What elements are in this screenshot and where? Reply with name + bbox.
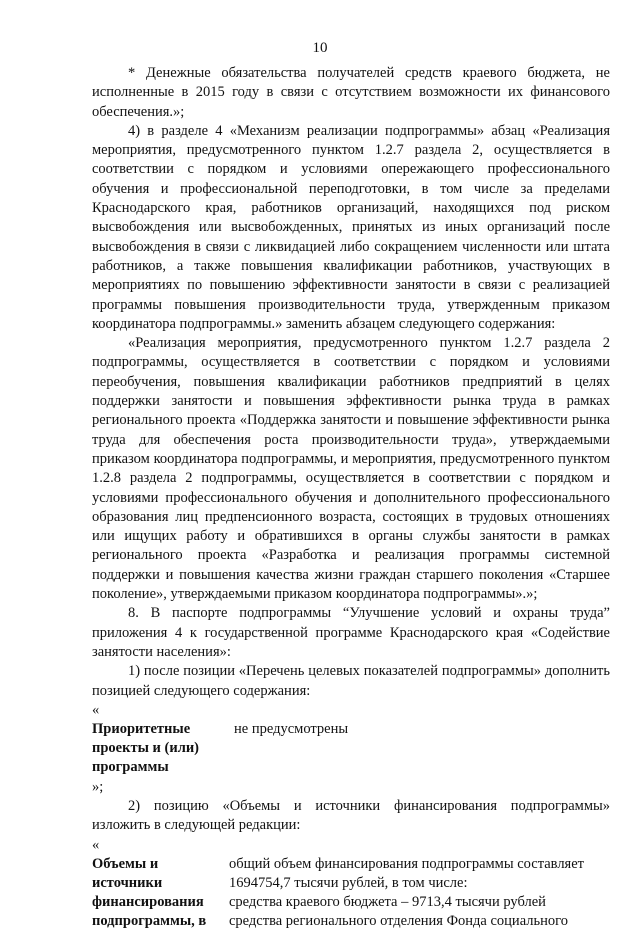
opening-quote: « xyxy=(92,701,100,718)
page-number: 10 xyxy=(312,40,328,56)
funding-line: средства регионального отделения Фонда социального xyxy=(229,913,568,930)
funding-line: средства краевого бюджета – 9713,4 тысячи рублей xyxy=(229,894,546,911)
priority-projects-value: не предусмотрены xyxy=(234,720,349,737)
paragraph-subitem-2: 2) позицию «Объемы и источники финансирования подпрограммы» изложить в следующей редакции: xyxy=(92,797,610,834)
paragraph-subitem-1: 1) после позиции «Перечень целевых показателей подпрограммы» дополнить позицией следующего содержания: xyxy=(92,663,610,699)
document-body xyxy=(92,64,610,932)
funding-row xyxy=(92,855,610,932)
funding-value xyxy=(229,855,610,932)
paragraph-item-8: 8. В паспорте подпрограммы “Улучшение условий и охраны труда” приложения 4 к государственной программе Краснодарского края «Содействие занятости населения»: xyxy=(92,605,610,660)
paragraph-item-4: 4) в разделе 4 «Механизм реализации подпрограммы» абзац «Реализация мероприятия, предусмотренного пунктом 1.2.7 раздела 2, осуществляется в соответствии с порядком и условиями опережающего профессионального обучения и профессиональной переподготовки, в том числе за пределами Краснодарского края, работников организаций, находящихся под риском высвобождения или высвобожденных, принятых из иных организаций после высвобождения в связи с ликвидацией либо сокращением численности или штата работников, а также повышения квалификации работников, участвующих в мероприятиях по повышению эффективности занятости в связи с реализацией программы повышения производительности труда, утвержденным приказом координатора подпрограммы.» заменить абзацем следующего содержания: xyxy=(92,122,610,332)
funding-line: общий объем финансирования подпрограммы составляет xyxy=(229,855,584,872)
priority-projects-term: Приоритетные проекты и (или) программы xyxy=(92,720,200,776)
footnote-paragraph: * Денежные обязательства получателей средств краевого бюджета, не исполненные в 2015 году в связи с отсутствием возможности их финансового обеспечения.»; xyxy=(92,65,610,120)
closing-quote: »; xyxy=(92,778,104,795)
funding-term: Объемы и источники финансирования подпрограммы, в xyxy=(92,855,207,930)
opening-quote-2: « xyxy=(92,836,100,853)
funding-line: 1694754,7 тысячи рублей, в том числе: xyxy=(229,874,468,891)
paragraph-new-text: «Реализация мероприятия, предусмотренного пунктом 1.2.7 раздела 2 подпрограммы, осуществляется в соответствии с порядком и условиями переобучения, повышения квалификации работников предприятий в целях поддержки занятости и повышения эффективности рынка труда в рамках регионального проекта «Поддержка занятости и повышение эффективности рынка труда для обеспечения роста производительности труда», утверждаемыми приказом координатора подпрограммы, и мероприятия, предусмотренного пунктом 1.2.8 раздела 2 подпрограммы, осуществляется в соответствии с порядком и условиями профессионального обучения и дополнительного профессионального образования лиц предпенсионного возраста, состоящих в трудовых отношениях или ищущих работу и обратившихся в органы службы занятости в рамках регионального проекта «Разработка и реализация программы системной поддержки и повышения качества жизни граждан старшего поколения «Старшее поколение», утверждаемыми приказом координатора подпрограммы».»; xyxy=(92,335,610,603)
priority-projects-row xyxy=(92,720,610,778)
